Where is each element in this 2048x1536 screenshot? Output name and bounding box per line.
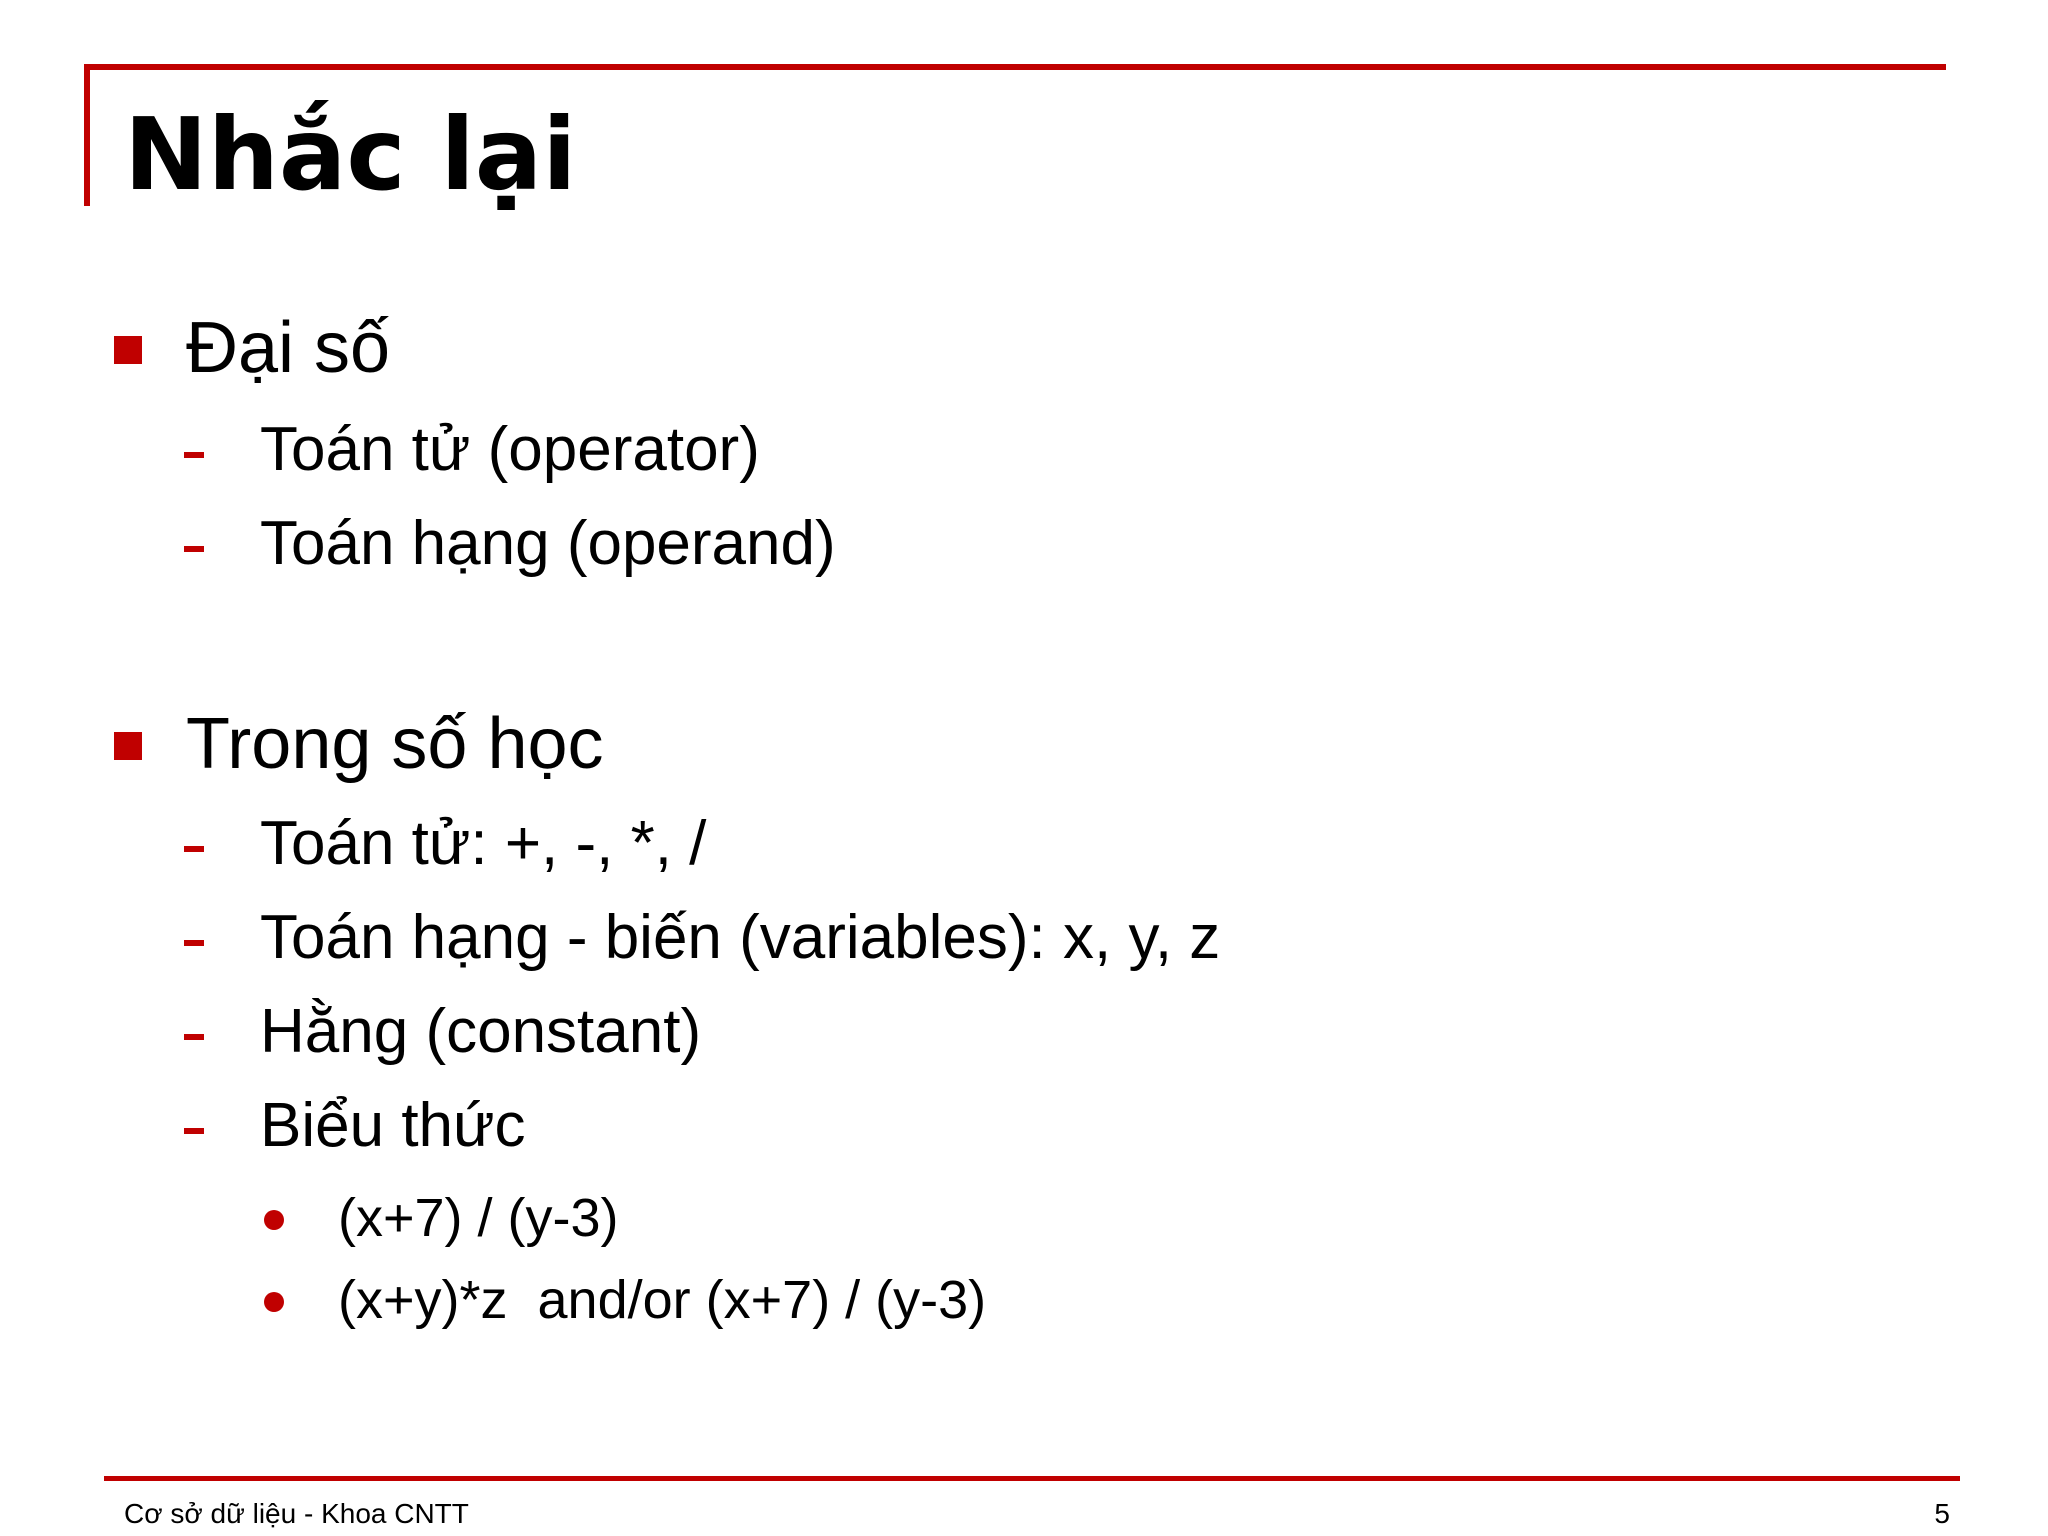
bullet-level3 (0, 1268, 2048, 1332)
dash-bullet-icon (184, 940, 204, 946)
dot-bullet-icon (264, 1292, 284, 1312)
footer-rule (104, 1476, 1960, 1481)
dash-bullet-icon (184, 1034, 204, 1040)
bullet-text: Toán tử: +, -, *, / (260, 809, 707, 878)
dash-bullet-icon (184, 1128, 204, 1134)
bullet-text: Toán hạng - biến (variables): x, y, z (260, 903, 1221, 972)
dash-bullet-icon (184, 452, 204, 458)
square-bullet-icon (114, 336, 142, 364)
bullet-level1 (0, 702, 2048, 786)
square-bullet-icon (114, 732, 142, 760)
dash-bullet-icon (184, 546, 204, 552)
bullet-level2 (0, 508, 2048, 580)
bullet-text: Trong số học (186, 704, 604, 784)
bullet-level2 (0, 1090, 2048, 1162)
bullet-text: Toán hạng (operand) (260, 509, 836, 578)
bullet-text: Hằng (constant) (260, 997, 702, 1066)
bullet-text: Biểu thức (260, 1091, 526, 1160)
bullet-text: Toán tử (operator) (260, 415, 760, 484)
bullet-level2 (0, 996, 2048, 1068)
bullet-level2 (0, 902, 2048, 974)
bullet-text: (x+7) / (y-3) (338, 1188, 619, 1248)
dot-bullet-icon (264, 1210, 284, 1230)
bullet-level2 (0, 414, 2048, 486)
bullet-level2 (0, 808, 2048, 880)
page-number: 5 (1934, 1498, 1950, 1529)
footer-text: Cơ sở dữ liệu - Khoa CNTT (124, 1498, 469, 1529)
bullet-text: Đại số (186, 308, 391, 388)
bullet-text: (x+y)*z and/or (x+7) / (y-3) (338, 1270, 987, 1330)
bullet-level1 (0, 306, 2048, 390)
dash-bullet-icon (184, 846, 204, 852)
bullet-level3 (0, 1186, 2048, 1250)
slide-title: Nhắc lại (124, 96, 577, 213)
